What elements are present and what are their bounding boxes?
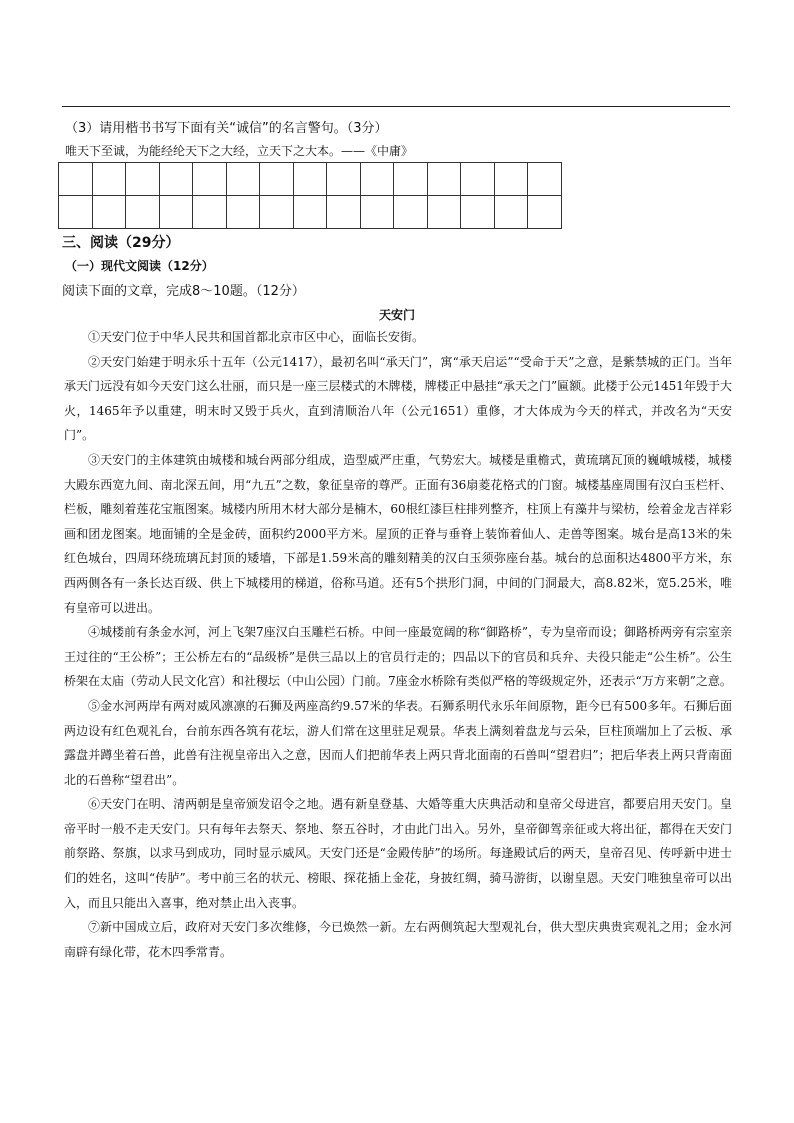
grid-row xyxy=(59,196,562,229)
paragraph-3: ③天安门的主体建筑由城楼和城台两部分组成，造型威严庄重，气势宏大。城楼是重檐式，黄琉璃瓦顶的巍峨城楼，城楼大殿东西宽九间、南北深五间，用“九五”之数，象征皇帝的尊严。正面有36扇菱花格式的门窗。城楼基座周围有汉白玉栏杆、栏板，雕刻着莲花宝瓶图案。城楼内所用木材大部分是楠木，60根红漆巨柱排列整齐，柱顶上有藻井与梁枋，绘着金龙吉祥彩画和团龙图案。地面铺的全是金砖，面积约2000平方米。屋顶的正脊与垂脊上装饰着仙人、走兽等图案。城台是高13米的朱红色城台，四周环绕琉璃瓦封顶的矮墙，下部是1.59米高的雕刻精美的汉白玉须弥座台基。城台的总面积达4800平方米，东西两侧各有一条长达百级、供上下城楼用的梯道，俗称马道。还有5个拱形门洞，中间的门洞最大，高8.82米，宽5.25米，唯有皇帝可以进出。 xyxy=(64,452,732,615)
reading-instructions: 阅读下面的文章，完成8～10题。（12分） xyxy=(62,284,305,299)
grid-cell[interactable] xyxy=(260,196,294,229)
grid-cell[interactable] xyxy=(528,196,562,229)
grid-cell[interactable] xyxy=(427,196,461,229)
top-rule xyxy=(62,106,730,107)
grid-cell[interactable] xyxy=(494,163,528,196)
grid-cell[interactable] xyxy=(92,196,126,229)
paragraph-1: ①天安门位于中华人民共和国首都北京市区中心，面临长安街。 xyxy=(88,330,425,344)
paragraph-5: ⑤金水河两岸有两对威风凛凛的石狮及两座高约9.57米的华表。石狮系明代永乐年间原物，距今已有500多年。石狮后面两边设有红色观礼台，台前东西各筑有花坛，游人们常在这里驻足观景。华表上满刻着盘龙与云朵，巨柱顶端加上了云板、承露盘并蹲坐着石兽，此兽有注视皇帝出入之意，因而人们把前华表上两只背北面南的石兽叫“望君归”；把后华表上两只背南面北的石兽称“望君出”。 xyxy=(64,698,732,787)
question-3: （3）请用楷书书写下面有关“诚信”的名言警句。（3分） xyxy=(65,121,388,136)
paragraph-2: ②天安门始建于明永乐十五年（公元1417），最初名叫“承天门”，寓“承天启运”“受命于天”之意，是紫禁城的正门。当年承天门远没有如今天安门这么壮丽，而只是一座三层楼式的木牌楼，牌楼正中悬挂“承天之门”匾额。此楼于公元1451年毁于大火，1465年予以重建，明末时又毁于兵火，直到清顺治八年（公元1651）重修，才大体成为今天的样式，并改名为“天安门”。 xyxy=(64,354,732,443)
article-title: 天安门 xyxy=(378,308,415,322)
grid-cell[interactable] xyxy=(427,163,461,196)
grid-cell[interactable] xyxy=(394,163,428,196)
grid-cell[interactable] xyxy=(226,163,260,196)
subsection-heading: （一）现代文阅读（12分） xyxy=(65,259,214,273)
grid-cell[interactable] xyxy=(360,196,394,229)
grid-cell[interactable] xyxy=(126,163,160,196)
grid-cell[interactable] xyxy=(126,196,160,229)
article-body xyxy=(64,325,732,964)
grid-cell[interactable] xyxy=(327,163,361,196)
grid-cell[interactable] xyxy=(159,163,193,196)
paragraph-4: ④城楼前有条金水河，河上飞架7座汉白玉雕栏石桥。中间一座最宽阔的称“御路桥”，专为皇帝而设；御路桥两旁有宗室亲王过往的“王公桥”；王公桥左右的“品级桥”是供三品以上的官员行走的；四品以下的官员和兵弁、夫役只能走“公生桥”。公生桥架在太庙（劳动人民文化宫）和社稷坛（中山公园）门前。7座金水桥除有类似严格的等级规定外，还表示“万方来朝”之意。 xyxy=(64,625,732,689)
paragraph-7: ⑦新中国成立后，政府对天安门多次维修，今已焕然一新。左右两侧筑起大型观礼台，供大型庆典贵宾观礼之用；金水河南辟有绿化带，花木四季常青。 xyxy=(64,920,732,959)
grid-cell[interactable] xyxy=(394,196,428,229)
grid-cell[interactable] xyxy=(461,196,495,229)
quote-line: 唯天下至诚，为能经纶天下之大经，立天下之大本。——《中庸》 xyxy=(65,144,414,158)
grid-cell[interactable] xyxy=(260,163,294,196)
grid-cell[interactable] xyxy=(293,163,327,196)
grid-cell[interactable] xyxy=(59,196,93,229)
grid-cell[interactable] xyxy=(92,163,126,196)
grid-cell[interactable] xyxy=(159,196,193,229)
grid-cell[interactable] xyxy=(494,196,528,229)
grid-cell[interactable] xyxy=(461,163,495,196)
grid-cell[interactable] xyxy=(327,196,361,229)
writing-grid[interactable] xyxy=(58,162,562,229)
grid-cell[interactable] xyxy=(59,163,93,196)
paragraph-6: ⑥天安门在明、清两朝是皇帝颁发诏令之地。遇有新皇登基、大婚等重大庆典活动和皇帝父母进宫，都要启用天安门。皇帝平时一般不走天安门。只有每年去祭天、祭地、祭五谷时，才由此门出入。另外，皇帝御驾亲征或大将出征，都得在天安门前祭路、祭旗，以求马到成功，同时显示威风。天安门还是“金殿传胪”的场所。每逢殿试后的两天，皇帝召见、传呼新中进士们的姓名，这叫“传胪”。考中前三名的状元、榜眼、探花插上金花，身披红绸，骑马游街，以谢皇恩。天安门唯独皇帝可以出入，而且只能出入喜事，绝对禁止出入丧事。 xyxy=(64,797,732,910)
grid-cell[interactable] xyxy=(360,163,394,196)
grid-cell[interactable] xyxy=(226,196,260,229)
grid-cell[interactable] xyxy=(193,196,227,229)
grid-cell[interactable] xyxy=(528,163,562,196)
grid-cell[interactable] xyxy=(293,196,327,229)
section-heading: 三、阅读（29分） xyxy=(62,235,180,251)
grid-cell[interactable] xyxy=(193,163,227,196)
grid-row xyxy=(59,163,562,196)
